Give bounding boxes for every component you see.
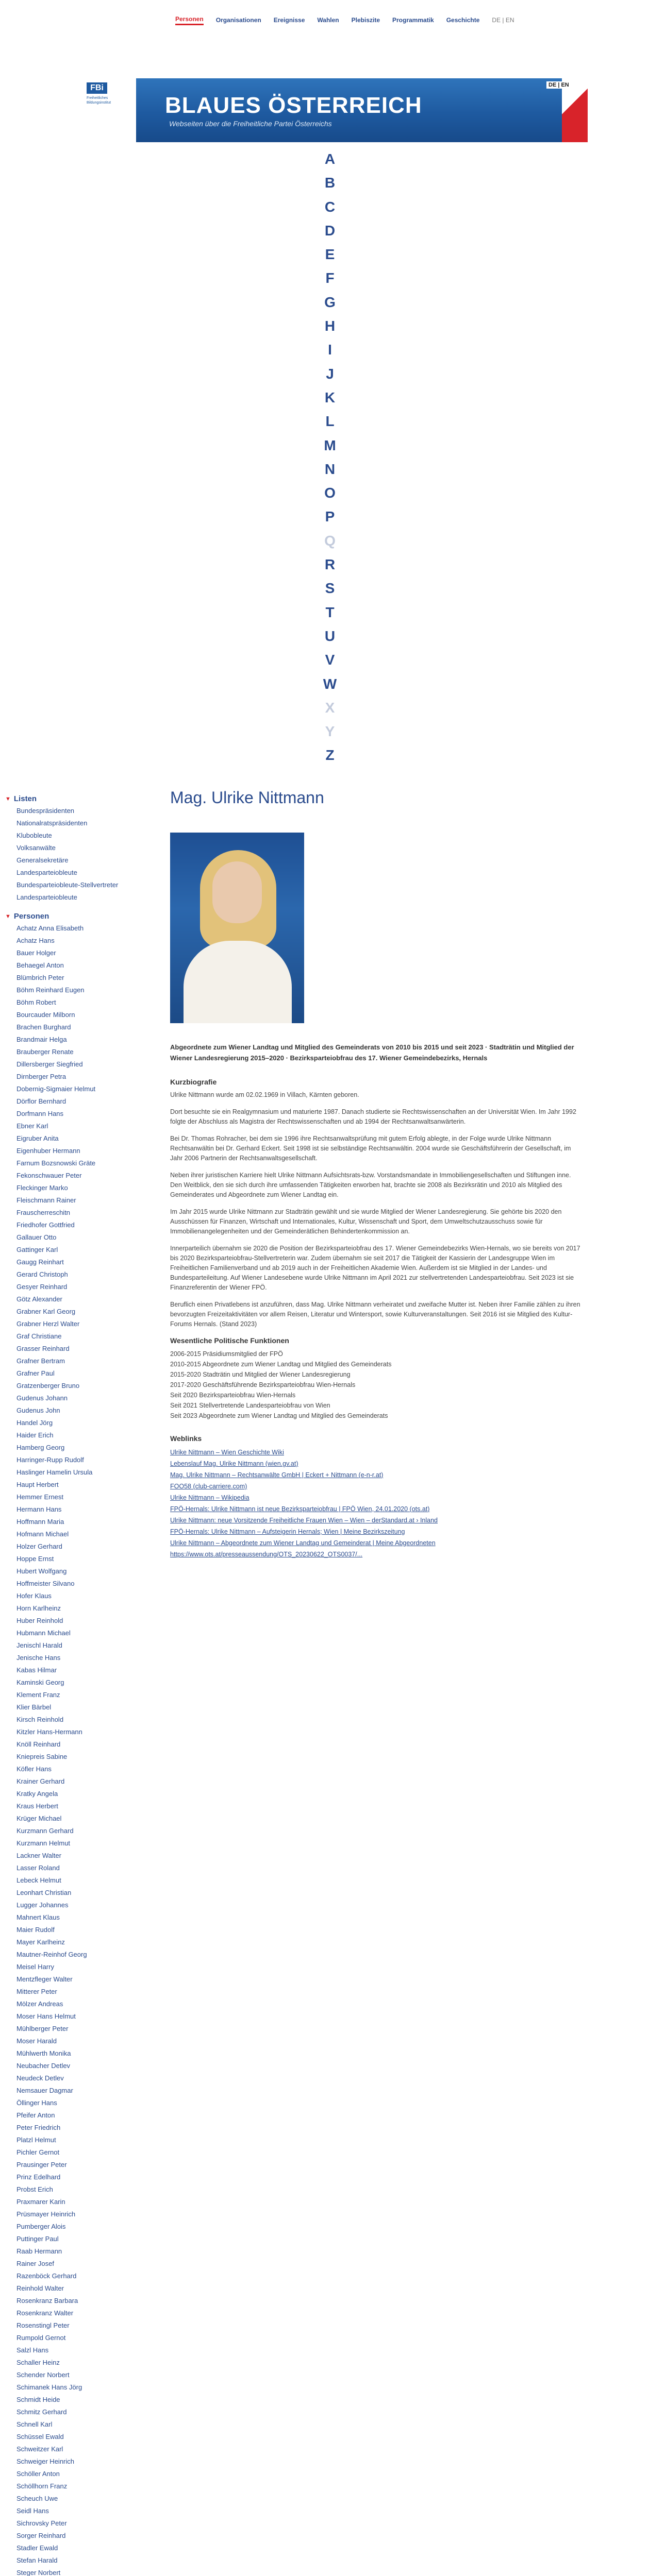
language-switch[interactable]: DE | EN — [546, 81, 571, 89]
portrait-photo — [170, 833, 304, 1023]
weblink[interactable]: Mag. Ulrike Nittmann – Rechtsanwälte GmbH | Eckert + Nittmann (e-n-r.at) — [170, 1471, 384, 1479]
site-banner[interactable] — [82, 78, 588, 142]
lead-text: Abgeordnete zum Wiener Landtag und Mitglied des Gemeinderats von 2010 bis 2015 und seit 2023 · Stadträtin und Mitglied der Wiener Landesregierung 2015–2020 · Bezirksparteiobfrau des 17. Wiener Gemeindebezirks, Hernals — [170, 1043, 574, 1062]
person-item-kruger-michael[interactable]: Krüger Michael — [16, 1815, 62, 1822]
function-item: 2015-2020 Stadträtin und Mitglied der Wiener Landesregierung — [170, 1371, 351, 1378]
list-item-bundesprasidenten[interactable]: Bundespräsidenten — [16, 807, 75, 815]
person-item-brandmair-helga[interactable]: Brandmair Helga — [16, 1036, 67, 1043]
person-item-schaller-heinz[interactable]: Schaller Heinz — [16, 2359, 60, 2366]
person-item-jenischl-harald[interactable]: Jenischl Harald — [16, 1641, 62, 1649]
person-item-dillersberger-siegfried[interactable]: Dillersberger Siegfried — [16, 1060, 83, 1068]
person-item-moser-harald[interactable]: Moser Harald — [16, 2037, 57, 2045]
person-item-platzl-helmut[interactable]: Platzl Helmut — [16, 2136, 56, 2144]
alphabet-letter-i[interactable]: I — [328, 342, 332, 358]
chevron-down-icon: ▼ — [5, 913, 11, 920]
nav-item-geschichte[interactable]: Geschichte — [446, 16, 480, 24]
weblink[interactable]: https://www.ots.at/presseaussendung/OTS_20230622_OTS0037/... — [170, 1551, 363, 1558]
alphabet-letter-s[interactable]: S — [325, 580, 335, 597]
person-item-holzer-gerhard[interactable]: Holzer Gerhard — [16, 1543, 62, 1550]
person-item-handel-jorg[interactable]: Handel Jörg — [16, 1419, 53, 1427]
person-item-kaminski-georg[interactable]: Kaminski Georg — [16, 1679, 64, 1686]
person-item-grabner-herzl-walter[interactable]: Grabner Herzl Walter — [16, 1320, 80, 1328]
banner-title: BLAUES ÖSTERREICH — [165, 93, 422, 118]
person-item-prausinger-peter[interactable]: Prausinger Peter — [16, 2161, 67, 2168]
function-item: Seit 2023 Abgeordnete zum Wiener Landtag und Mitglied des Gemeinderats — [170, 1412, 388, 1419]
person-item-brachen-burghard[interactable]: Brachen Burghard — [16, 1023, 71, 1031]
person-item-mentzfleger-walter[interactable]: Mentzfleger Walter — [16, 1975, 73, 1983]
weblink[interactable]: Ulrike Nittmann – Wikipedia — [170, 1494, 250, 1501]
chevron-down-icon: ▼ — [5, 796, 11, 802]
alphabet-letter-x[interactable]: X — [325, 699, 335, 716]
person-item-dobernig-sigmaier-helmut[interactable]: Dobernig-Sigmaier Helmut — [16, 1085, 96, 1093]
person-item-dorflor-bernhard[interactable]: Dörflor Bernhard — [16, 1097, 66, 1105]
person-item-gratzenberger-bruno[interactable]: Gratzenberger Bruno — [16, 1382, 80, 1389]
alphabet-letter-r[interactable]: R — [324, 556, 336, 573]
weblink[interactable]: FOO58 (club-carriere.com) — [170, 1483, 247, 1490]
sidebar-section-personen[interactable] — [5, 911, 139, 922]
person-item-grasser-reinhard[interactable]: Grasser Reinhard — [16, 1345, 70, 1352]
person-item-kabas-hilmar[interactable]: Kabas Hilmar — [16, 1666, 57, 1674]
person-item-schweiger-heinrich[interactable]: Schweiger Heinrich — [16, 2458, 74, 2465]
person-item-lasser-roland[interactable]: Lasser Roland — [16, 1864, 60, 1872]
section-title-text: Listen — [13, 794, 37, 803]
function-item: Seit 2021 Stellvertretende Landesparteiobfrau von Wien — [170, 1402, 330, 1409]
weblink[interactable]: Ulrike Nittmann – Abgeordnete zum Wiener Landtag und Gemeinderat | Meine Abgeordneten — [170, 1539, 436, 1547]
person-item-gudenus-johann[interactable]: Gudenus Johann — [16, 1394, 68, 1402]
person-item-eigenhuber-hermann[interactable]: Eigenhuber Hermann — [16, 1147, 80, 1155]
person-item-lebeck-helmut[interactable]: Lebeck Helmut — [16, 1876, 61, 1884]
function-item: 2006-2015 Präsidiumsmitglied der FPÖ — [170, 1350, 283, 1358]
person-item-gaugg-reinhart[interactable]: Gaugg Reinhart — [16, 1258, 64, 1266]
person-item-neudeck-detlev[interactable]: Neudeck Detlev — [16, 2074, 64, 2082]
list-item-landesparteiobleute[interactable]: Landesparteiobleute — [16, 893, 77, 901]
person-item-eigruber-anita[interactable]: Eigruber Anita — [16, 1134, 59, 1142]
nav-language-switch[interactable]: DE | EN — [492, 16, 514, 24]
list-item-generalsekretare[interactable]: Generalsekretäre — [16, 856, 69, 864]
alphabet-letter-j[interactable]: J — [326, 365, 334, 382]
person-item-neubacher-detlev[interactable]: Neubacher Detlev — [16, 2062, 71, 2070]
person-item-horn-karlheinz[interactable]: Horn Karlheinz — [16, 1604, 61, 1612]
person-item-farnum-bozsnowski-grate[interactable]: Farnum Bozsnowski Gräte — [16, 1159, 96, 1167]
person-item-peter-friedrich[interactable]: Peter Friedrich — [16, 2124, 61, 2131]
person-item-mautner-reinhof-georg[interactable]: Mautner-Reinhof Georg — [16, 1951, 87, 1958]
person-item-kurzmann-helmut[interactable]: Kurzmann Helmut — [16, 1839, 71, 1847]
alphabet-letter-n[interactable]: N — [324, 461, 336, 477]
weblinks-list — [170, 1447, 583, 1560]
person-item-hoppe-ernst[interactable]: Hoppe Ernst — [16, 1555, 54, 1563]
person-item-grafner-bertram[interactable]: Grafner Bertram — [16, 1357, 65, 1365]
person-item-fleckinger-marko[interactable]: Fleckinger Marko — [16, 1184, 68, 1192]
personen-list — [5, 922, 139, 2576]
alphabet-letter-k[interactable]: K — [324, 389, 336, 405]
nav-item-organisationen[interactable]: Organisationen — [215, 16, 261, 24]
person-item-knoll-reinhard[interactable]: Knöll Reinhard — [16, 1740, 61, 1748]
alphabet-letter-b[interactable]: B — [324, 175, 336, 191]
person-item-hoffmeister-silvano[interactable]: Hoffmeister Silvano — [16, 1580, 75, 1587]
bio-text — [170, 1090, 583, 1329]
alphabet-letter-t[interactable]: T — [325, 604, 335, 620]
main-content — [170, 788, 583, 1819]
sidebar — [5, 793, 139, 2576]
alphabet-letter-c[interactable]: C — [324, 198, 336, 215]
person-item-kratky-angela[interactable]: Kratky Angela — [16, 1790, 58, 1798]
person-item-leonhart-christian[interactable]: Leonhart Christian — [16, 1889, 72, 1896]
fbi-logo-mark: FBi — [87, 82, 107, 94]
person-item-lugger-johannes[interactable]: Lugger Johannes — [16, 1901, 69, 1909]
person-item-bourcauder-milborn[interactable]: Bourcauder Milborn — [16, 1011, 75, 1019]
person-item-salzl-hans[interactable]: Salzl Hans — [16, 2346, 49, 2354]
person-item-seidl-hans[interactable]: Seidl Hans — [16, 2507, 49, 2515]
person-item-kirsch-reinhold[interactable]: Kirsch Reinhold — [16, 1716, 64, 1723]
bio-paragraph: Bei Dr. Thomas Rohracher, bei dem sie 1996 ihre Rechtsanwaltsprüfung mit gutem Erfolg ablegte, in der Folge wurde Ulrike Nittmann Rechtsanwältin bei Dr. Gerhard Eckert. Seit 1998 ist sie selbständige Rechtsanwältin. 2004 wurde sie Geschäftsführerin der Gesellschaft, im Jahr 2006 Partnerin der Rechtsanwaltsgesellschaft. — [170, 1135, 571, 1162]
alphabet-letter-q[interactable]: Q — [324, 532, 336, 549]
person-item-hubert-wolfgang[interactable]: Hubert Wolfgang — [16, 1567, 67, 1575]
person-item-haider-erich[interactable]: Haider Erich — [16, 1431, 54, 1439]
person-item-frauscherreschitn[interactable]: Frauscherreschitn — [16, 1209, 71, 1216]
main-navigation — [175, 14, 603, 26]
person-item-meisel-harry[interactable]: Meisel Harry — [16, 1963, 54, 1971]
portrait-body — [184, 941, 292, 1023]
person-item-rosenstingl-peter[interactable]: Rosenstingl Peter — [16, 2321, 70, 2329]
list-item-volksanwalte[interactable]: Volksanwälte — [16, 844, 56, 852]
bio-paragraph: Beruflich einen Privatlebens ist anzuführen, dass Mag. Ulrike Nittmann verheiratet und zweifache Mutter ist. Neben ihrer Familie zählen zu ihren bevorzugten Freizeitaktivitäten vor allem Reisen, Literatur und Wintersport, sowie Kulturveranstaltungen. Seit 2016 ist sie Mitglied des Kultur-Forums Hernals. (Stand 2023) — [170, 1301, 580, 1328]
person-item-stefan-harald[interactable]: Stefan Harald — [16, 2556, 58, 2564]
bio-paragraph: Innerparteilich übernahm sie 2020 die Position der Bezirksparteiobfrau des 17. Wiener Gemeindebezirks Wien-Hernals, wo sie bereits von 2017 bis 2020 Bezirksparteiobfrau-Stellvertreterin war. Zudem übernahm sie seit 2017 die Tätigkeit der Kassierin der Landesgruppe Wien im Freiheitlichen Familienverband und ab 2019 auch in der Freiheitlichen Akademie Wien. Außerdem ist sie Mitglied in der Landes- und Bundesparteileitung. Auf Wiener Landesebene wurde Ulrike Nittmann im April 2021 zur stellvertretenden Landesparteiobfrau. Seit 2023 ist sie Finanzreferentin der Wiener FPÖ. — [170, 1245, 580, 1291]
person-item-huber-reinhold[interactable]: Huber Reinhold — [16, 1617, 63, 1624]
person-item-mahnert-klaus[interactable]: Mahnert Klaus — [16, 1913, 60, 1921]
fbi-logo-caption: Freiheitliches Bildungsinstitut — [87, 96, 111, 105]
person-item-behaegel-anton[interactable]: Behaegel Anton — [16, 961, 64, 969]
person-item-gallauer-otto[interactable]: Gallauer Otto — [16, 1233, 57, 1241]
alphabet-letter-u[interactable]: U — [324, 628, 336, 644]
nav-item-personen[interactable]: Personen — [175, 15, 204, 25]
person-item-rosenkranz-barbara[interactable]: Rosenkranz Barbara — [16, 2297, 78, 2304]
person-item-schussel-ewald[interactable]: Schüssel Ewald — [16, 2433, 64, 2441]
person-item-hofer-klaus[interactable]: Hofer Klaus — [16, 1592, 52, 1600]
person-item-raab-hermann[interactable]: Raab Hermann — [16, 2247, 62, 2255]
person-item-puttinger-paul[interactable]: Puttinger Paul — [16, 2235, 59, 2243]
weblink[interactable]: Ulrike Nittmann: neue Vorsitzende Freiheitliche Frauen Wien – Wien – derStandard.at › Inland — [170, 1517, 438, 1524]
person-item-mitterer-peter[interactable]: Mitterer Peter — [16, 1988, 57, 1995]
person-item-hubmann-michael[interactable]: Hubmann Michael — [16, 1629, 71, 1637]
person-item-hermann-hans[interactable]: Hermann Hans — [16, 1505, 62, 1513]
person-item-schmitz-gerhard[interactable]: Schmitz Gerhard — [16, 2408, 67, 2416]
person-item-sichrovsky-peter[interactable]: Sichrovsky Peter — [16, 2519, 67, 2527]
alphabet-letter-y[interactable]: Y — [325, 723, 335, 740]
person-item-molzer-andreas[interactable]: Mölzer Andreas — [16, 2000, 63, 2008]
alphabet-letter-p[interactable]: P — [325, 509, 335, 525]
person-item-brauberger-renate[interactable]: Brauberger Renate — [16, 1048, 74, 1056]
person-item-klier-barbel[interactable]: Klier Bärbel — [16, 1703, 52, 1711]
person-item-hamberg-georg[interactable]: Hamberg Georg — [16, 1444, 65, 1451]
person-item-nemsauer-dagmar[interactable]: Nemsauer Dagmar — [16, 2087, 73, 2094]
person-item-bohm-robert[interactable]: Böhm Robert — [16, 998, 56, 1006]
alphabet-index — [309, 147, 351, 766]
alphabet-letter-d[interactable]: D — [324, 222, 336, 239]
person-item-schmidt-heide[interactable]: Schmidt Heide — [16, 2396, 60, 2403]
person-item-harringer-rupp-rudolf[interactable]: Harringer-Rupp Rudolf — [16, 1456, 84, 1464]
bio-paragraph: Dort besuchte sie ein Realgymnasium und maturierte 1987. Danach studierte sie Rechtswissenschaften an der Universität Wien. Im Jahr 1992 folgte der Abschluss als Magistra der Rechtswissenschaften und ab 1994 der Rechtsanwaltsanwärterin. — [170, 1108, 576, 1125]
person-item-schimanek-hans-jorg[interactable]: Schimanek Hans Jörg — [16, 2383, 82, 2391]
person-item-ollinger-hans[interactable]: Öllinger Hans — [16, 2099, 57, 2107]
fbi-logo[interactable] — [82, 78, 136, 142]
alphabet-letter-a[interactable]: A — [324, 151, 336, 167]
person-item-prinz-edelhard[interactable]: Prinz Edelhard — [16, 2173, 61, 2181]
person-item-schender-norbert[interactable]: Schender Norbert — [16, 2371, 70, 2379]
person-item-hoffmann-maria[interactable]: Hoffmann Maria — [16, 1518, 64, 1526]
person-item-kurzmann-gerhard[interactable]: Kurzmann Gerhard — [16, 1827, 74, 1835]
person-item-gattinger-karl[interactable]: Gattinger Karl — [16, 1246, 58, 1253]
person-item-fekonschwauer-peter[interactable]: Fekonschwauer Peter — [16, 1172, 82, 1179]
alphabet-letter-o[interactable]: O — [324, 485, 336, 501]
section-title-text: Personen — [13, 912, 49, 921]
person-item-haupt-herbert[interactable]: Haupt Herbert — [16, 1481, 59, 1488]
functions-list — [170, 1349, 583, 1421]
weblink[interactable]: FPÖ-Hernals: Ulrike Nittmann ist neue Bezirksparteiobfrau | FPÖ Wien, 24.01.2020 (ots.at) — [170, 1505, 430, 1513]
person-item-jenische-hans[interactable]: Jenische Hans — [16, 1654, 61, 1662]
nav-item-programmatik[interactable]: Programmatik — [392, 16, 434, 24]
person-item-achatz-anna-elisabeth[interactable]: Achatz Anna Elisabeth — [16, 924, 84, 932]
bio-paragraph: Neben ihrer juristischen Karriere hielt Ulrike Nittmann Aufsichtsrats-bzw. Vorstandsmandate in Immobiliengesellschaften und Stiftungen inne. Den Weitblick, den sie sich durch ihre umfassenden Tätigkeiten erworben hat, brachte sie 2008 als Bezirksrätin und 2010 als Mitglied des Gemeinderates und Abgeordnete zum Wiener Landtag ein. — [170, 1172, 571, 1198]
alphabet-letter-g[interactable]: G — [324, 294, 336, 310]
person-item-schollhorn-franz[interactable]: Schöllhorn Franz — [16, 2482, 68, 2490]
person-item-probst-erich[interactable]: Probst Erich — [16, 2185, 53, 2193]
alphabet-letter-e[interactable]: E — [325, 246, 335, 263]
portrait-face — [212, 861, 262, 923]
person-item-rainer-josef[interactable]: Rainer Josef — [16, 2260, 54, 2267]
person-item-krainer-gerhard[interactable]: Krainer Gerhard — [16, 1777, 65, 1785]
list-item-bundesparteiobleute-stellvertreter[interactable]: Bundesparteiobleute-Stellvertreter — [16, 881, 119, 889]
person-item-bauer-holger[interactable]: Bauer Holger — [16, 949, 56, 957]
person-item-rumpold-gernot[interactable]: Rumpold Gernot — [16, 2334, 66, 2342]
person-item-schweitzer-karl[interactable]: Schweitzer Karl — [16, 2445, 63, 2453]
person-item-kraus-herbert[interactable]: Kraus Herbert — [16, 1802, 58, 1810]
person-item-kniepreis-sabine[interactable]: Kniepreis Sabine — [16, 1753, 68, 1760]
person-item-razenbock-gerhard[interactable]: Razenböck Gerhard — [16, 2272, 77, 2280]
person-item-lackner-walter[interactable]: Lackner Walter — [16, 1852, 61, 1859]
person-item-klement-franz[interactable]: Klement Franz — [16, 1691, 60, 1699]
person-item-gerard-christoph[interactable]: Gerard Christoph — [16, 1270, 68, 1278]
alphabet-letter-l[interactable]: L — [325, 413, 335, 430]
person-item-gotz-alexander[interactable]: Götz Alexander — [16, 1295, 62, 1303]
nav-item-plebiszite[interactable]: Plebiszite — [351, 16, 380, 24]
alphabet-letter-z[interactable]: Z — [325, 747, 335, 764]
person-item-pumberger-alois[interactable]: Pumberger Alois — [16, 2223, 66, 2230]
weblinks-heading: Weblinks — [170, 1434, 202, 1443]
list-item-klubobleute[interactable]: Klubobleute — [16, 832, 52, 839]
person-item-gesyer-reinhard[interactable]: Gesyer Reinhard — [16, 1283, 68, 1291]
person-item-scheuch-uwe[interactable]: Scheuch Uwe — [16, 2495, 58, 2502]
person-item-friedhofer-gottfried[interactable]: Friedhofer Gottfried — [16, 1221, 75, 1229]
person-item-kofler-hans[interactable]: Köfler Hans — [16, 1765, 52, 1773]
nav-item-ereignisse[interactable]: Ereignisse — [273, 16, 305, 24]
person-item-scholler-anton[interactable]: Schöller Anton — [16, 2470, 60, 2478]
bio-heading: Kurzbiografie — [170, 1078, 217, 1086]
banner-subtitle: Webseiten über die Freiheitliche Partei Österreichs — [169, 120, 332, 128]
functions-heading: Wesentliche Politische Funktionen — [170, 1336, 289, 1345]
bio-paragraph: Im Jahr 2015 wurde Ulrike Nittmann zur Stadträtin gewählt und sie wurde Mitglied der Wiener Landesregierung. Sie gehörte bis 2020 den Ausschüssen für Finanzen, Wirtschaft und Internationales, Kultur, Wissenschaft und Sport, dem Umweltschutzausschuss sowie für Immobilienangelegenheiten und der Gemeinderätlichen Behindertenkommission an. — [170, 1208, 562, 1235]
person-item-haslinger-hamelin-ursula[interactable]: Haslinger Hamelin Ursula — [16, 1468, 93, 1476]
person-item-pfeifer-anton[interactable]: Pfeifer Anton — [16, 2111, 55, 2119]
alphabet-letter-v[interactable]: V — [325, 652, 335, 668]
top-bar — [0, 0, 665, 30]
person-item-hofmann-michael[interactable]: Hofmann Michael — [16, 1530, 69, 1538]
person-item-ebner-karl[interactable]: Ebner Karl — [16, 1122, 48, 1130]
weblink[interactable]: Ulrike Nittmann – Wien Geschichte Wiki — [170, 1449, 284, 1456]
person-item-steger-norbert[interactable]: Steger Norbert — [16, 2569, 61, 2576]
person-item-praxmarer-karin[interactable]: Praxmarer Karin — [16, 2198, 65, 2206]
person-item-gudenus-john[interactable]: Gudenus John — [16, 1406, 60, 1414]
function-item: 2017-2020 Geschäftsführende Bezirksparteiobfrau Wien-Hernals — [170, 1381, 356, 1388]
person-item-rosenkranz-walter[interactable]: Rosenkranz Walter — [16, 2309, 74, 2317]
person-item-muhlwerth-monika[interactable]: Mühlwerth Monika — [16, 2049, 71, 2057]
person-item-grabner-karl-georg[interactable]: Grabner Karl Georg — [16, 1308, 76, 1315]
person-item-moser-hans-helmut[interactable]: Moser Hans Helmut — [16, 2012, 76, 2020]
person-item-grafner-paul[interactable]: Grafner Paul — [16, 1369, 55, 1377]
alphabet-letter-w[interactable]: W — [323, 675, 337, 692]
person-item-dorfmann-hans[interactable]: Dorfmann Hans — [16, 1110, 64, 1117]
alphabet-letter-f[interactable]: F — [325, 270, 335, 286]
person-item-graf-christiane[interactable]: Graf Christiane — [16, 1332, 62, 1340]
list-item-nationalratsprasidenten[interactable]: Nationalratspräsidenten — [16, 819, 88, 827]
alphabet-letter-h[interactable]: H — [324, 318, 336, 334]
person-item-achatz-hans[interactable]: Achatz Hans — [16, 937, 55, 944]
person-item-fleischmann-rainer[interactable]: Fleischmann Rainer — [16, 1196, 76, 1204]
person-item-hemmer-ernest[interactable]: Hemmer Ernest — [16, 1493, 64, 1501]
page-title: Mag. Ulrike Nittmann — [170, 788, 324, 807]
listen-list — [5, 805, 139, 904]
bio-paragraph: Ulrike Nittmann wurde am 02.02.1969 in Villach, Kärnten geboren. — [170, 1091, 359, 1098]
person-item-sorger-reinhard[interactable]: Sorger Reinhard — [16, 2532, 66, 2539]
person-item-schnell-karl[interactable]: Schnell Karl — [16, 2420, 53, 2428]
person-item-blumbrich-peter[interactable]: Blümbrich Peter — [16, 974, 64, 981]
person-item-muhlberger-peter[interactable]: Mühlberger Peter — [16, 2025, 69, 2032]
person-item-prusmayer-heinrich[interactable]: Prüsmayer Heinrich — [16, 2210, 76, 2218]
function-item: 2010-2015 Abgeordnete zum Wiener Landtag und Mitglied des Gemeinderats — [170, 1361, 392, 1368]
person-item-mayer-karlheinz[interactable]: Mayer Karlheinz — [16, 1938, 65, 1946]
person-item-dirnberger-petra[interactable]: Dirnberger Petra — [16, 1073, 66, 1080]
function-item: Seit 2020 Bezirksparteiobfrau Wien-Hernals — [170, 1392, 296, 1399]
person-item-bohm-reinhard-eugen[interactable]: Böhm Reinhard Eugen — [16, 986, 85, 994]
alphabet-letter-m[interactable]: M — [324, 437, 336, 453]
weblink[interactable]: FPÖ-Hernals: Ulrike Nittmann – Aufsteigerin Hernals; Wien | Meine Bezirkszeitung — [170, 1528, 405, 1535]
weblink[interactable]: Lebenslauf Mag. Ulrike Nittmann (wien.gv.at) — [170, 1460, 298, 1467]
person-item-maier-rudolf[interactable]: Maier Rudolf — [16, 1926, 55, 1934]
sidebar-section-listen[interactable] — [5, 793, 139, 805]
person-item-reinhold-walter[interactable]: Reinhold Walter — [16, 2284, 64, 2292]
nav-item-wahlen[interactable]: Wahlen — [317, 16, 339, 24]
person-item-kitzler-hans-hermann[interactable]: Kitzler Hans-Hermann — [16, 1728, 82, 1736]
person-item-stadler-ewald[interactable]: Stadler Ewald — [16, 2544, 58, 2552]
person-item-pichler-gernot[interactable]: Pichler Gernot — [16, 2148, 60, 2156]
list-item-landesparteiobleute[interactable]: Landesparteiobleute — [16, 869, 77, 876]
